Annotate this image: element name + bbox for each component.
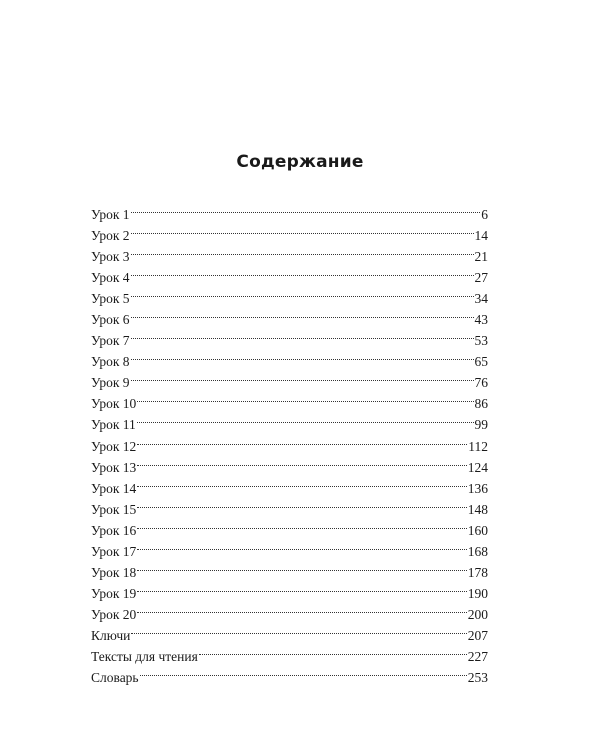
toc-entry-label: Урок 4 — [91, 270, 130, 286]
toc-entry-page: 124 — [467, 459, 488, 475]
toc-entry-page: 6 — [481, 207, 488, 222]
toc-entry — [91, 261, 488, 286]
toc-entry — [91, 661, 488, 686]
dot-leader — [137, 451, 466, 472]
toc-entry — [91, 303, 488, 328]
toc-entry-page: 190 — [467, 585, 488, 601]
toc-entry-label: Урок 1 — [91, 207, 130, 222]
toc-entry-label: Урок 7 — [91, 333, 130, 349]
toc-entry-label: Урок 14 — [91, 480, 137, 496]
dot-leader — [137, 514, 466, 535]
toc-entry — [91, 240, 488, 265]
dot-leader — [137, 493, 466, 514]
toc-entry-page: 43 — [474, 312, 488, 328]
toc-entry-label: Урок 19 — [91, 585, 137, 601]
toc-entry-label: Урок 10 — [91, 396, 137, 412]
dot-leader — [137, 535, 466, 556]
dot-leader — [131, 261, 474, 282]
dot-leader — [199, 640, 467, 661]
toc-entry-label: Словарь — [91, 670, 139, 686]
toc-entry-label: Урок 9 — [91, 375, 130, 391]
dot-leader — [131, 219, 474, 240]
toc-entry — [91, 366, 488, 391]
toc-entry — [91, 324, 488, 349]
toc-entry — [91, 514, 488, 538]
toc-entry — [91, 387, 488, 412]
dot-leader — [131, 282, 474, 303]
toc-entry-page: 99 — [474, 417, 488, 433]
dot-leader — [137, 577, 466, 598]
dot-leader — [137, 408, 474, 429]
dot-leader — [131, 619, 466, 640]
dot-leader — [137, 430, 467, 451]
toc-entry-label: Урок 12 — [91, 438, 137, 454]
toc-entry-label: Урок 3 — [91, 249, 130, 265]
toc-entry-label: Урок 16 — [91, 522, 137, 538]
dot-leader — [131, 366, 474, 387]
toc-entry — [91, 598, 488, 622]
toc-entry-page: 14 — [474, 228, 488, 244]
toc-entry-page: 200 — [467, 606, 488, 622]
dot-leader — [131, 324, 474, 345]
toc-entry-label: Урок 2 — [91, 228, 130, 244]
dot-leader — [137, 387, 473, 408]
dot-leader — [137, 556, 466, 577]
toc-entry-page: 76 — [474, 375, 488, 391]
toc-entry — [91, 535, 488, 559]
dot-leader — [131, 198, 481, 219]
toc-entry-page: 168 — [467, 543, 488, 559]
toc-entry-label: Урок 13 — [91, 459, 137, 475]
toc-entry-label: Тексты для чтения — [91, 648, 198, 664]
toc-entry — [91, 577, 488, 601]
toc-entry-page: 136 — [467, 480, 488, 496]
dot-leader — [137, 598, 466, 619]
dot-leader — [140, 661, 467, 682]
toc-entry — [91, 408, 488, 433]
toc-entry — [91, 493, 488, 517]
toc-entry-label: Урок 8 — [91, 354, 130, 370]
toc-entry-page: 160 — [467, 522, 488, 538]
toc-entry-label: Урок 17 — [91, 543, 137, 559]
toc-entry-label: Ключи — [91, 627, 131, 643]
toc-entry-page: 227 — [467, 648, 488, 664]
toc-entry — [91, 640, 488, 664]
toc-entry-page: 86 — [474, 396, 488, 412]
toc-entry-page: 207 — [467, 627, 488, 643]
toc-entry — [91, 345, 488, 370]
toc-entry-label: Урок 20 — [91, 606, 137, 622]
page-title: Содержание — [236, 152, 364, 172]
toc-entry — [91, 219, 488, 244]
dot-leader — [137, 472, 466, 493]
toc-entry-page: 21 — [474, 249, 488, 265]
toc-entry-page: 112 — [468, 438, 488, 454]
toc-entry — [91, 430, 488, 454]
toc-entry-page: 253 — [467, 670, 488, 686]
toc-entry-page: 148 — [467, 501, 488, 517]
toc-entry-page: 53 — [474, 333, 488, 349]
toc-entry-label: Урок 5 — [91, 291, 130, 307]
toc-entry-page: 34 — [474, 291, 488, 307]
toc-entry — [91, 472, 488, 496]
table-of-contents — [91, 198, 488, 686]
toc-entry-page: 65 — [474, 354, 488, 370]
toc-entry — [91, 556, 488, 580]
dot-leader — [131, 345, 474, 366]
toc-entry-label: Урок 15 — [91, 501, 137, 517]
toc-entry-label: Урок 18 — [91, 564, 137, 580]
toc-entry — [91, 619, 488, 643]
dot-leader — [131, 303, 474, 324]
toc-entry-page: 27 — [474, 270, 488, 286]
toc-entry-label: Урок 11 — [91, 417, 136, 433]
toc-entry-label: Урок 6 — [91, 312, 130, 328]
toc-entry — [91, 451, 488, 475]
toc-entry-page: 178 — [467, 564, 488, 580]
dot-leader — [131, 240, 474, 261]
toc-entry — [91, 198, 488, 222]
toc-entry — [91, 282, 488, 307]
